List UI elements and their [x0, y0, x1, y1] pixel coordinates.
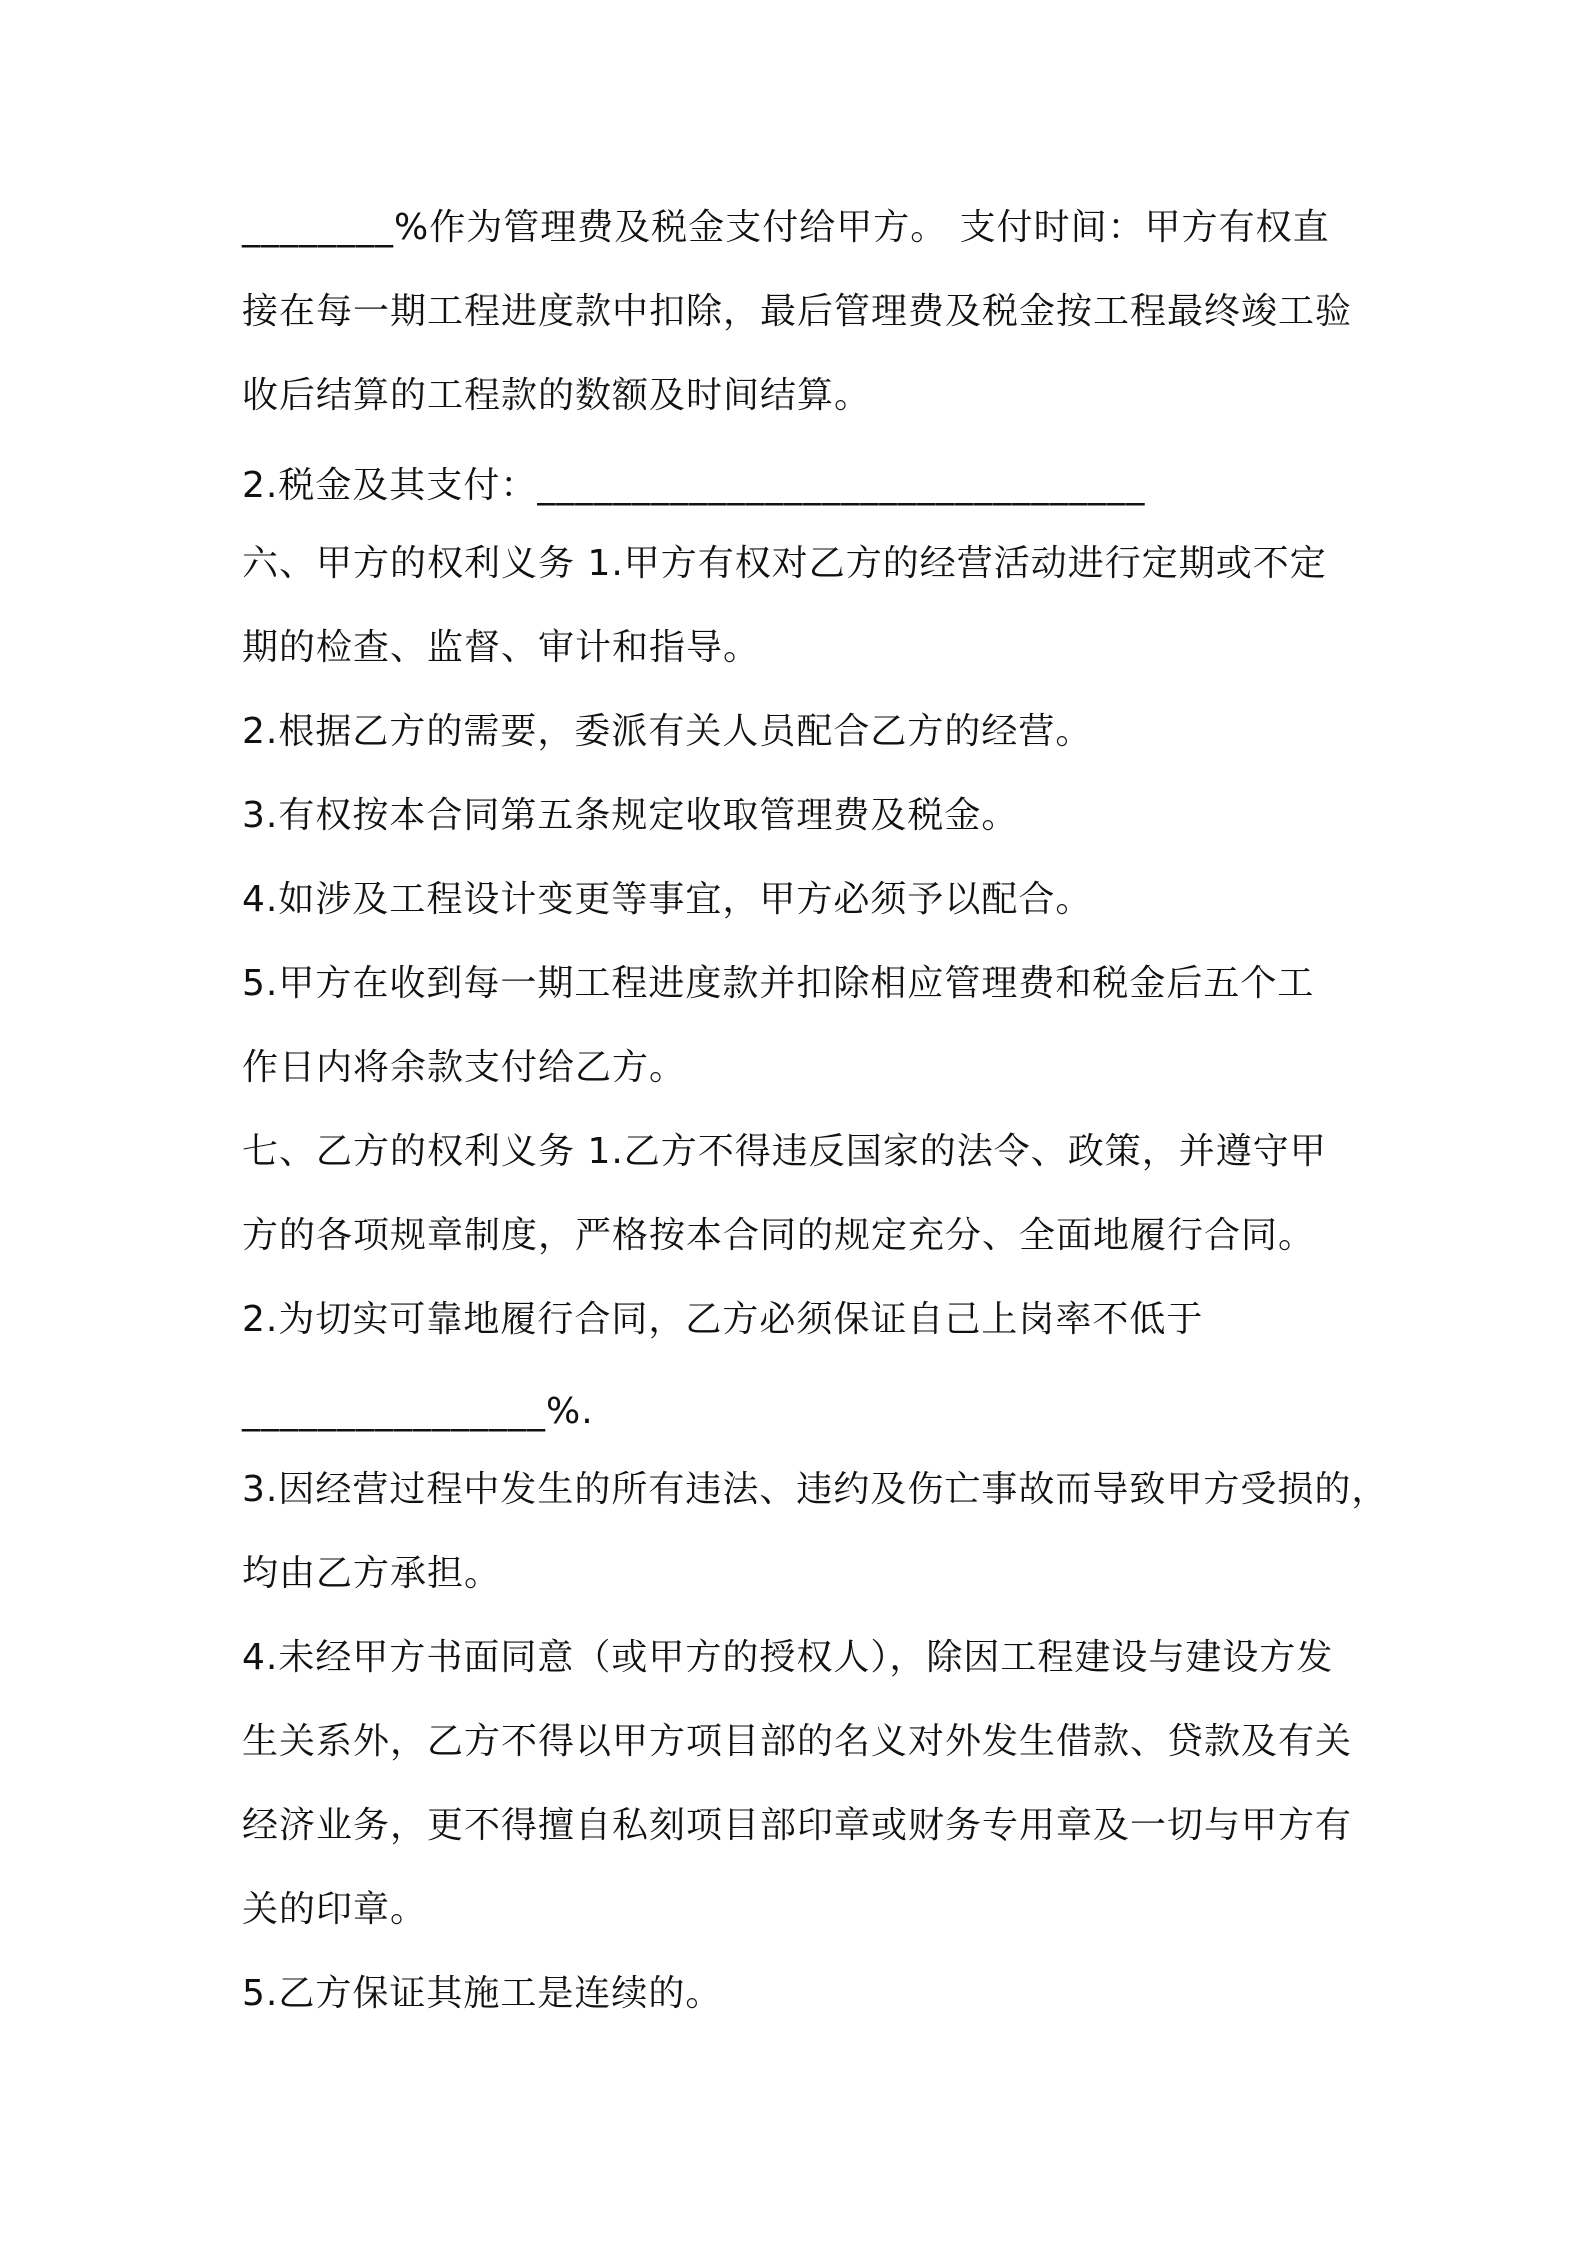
paragraph-line: 收后结算的工程款的数额及时间结算。	[242, 375, 872, 416]
paragraph-line: 4.未经甲方书面同意（或甲方的授权人），除因工程建设与建设方发	[242, 1637, 1334, 1678]
paragraph-line: 期的检查、监督、审计和指导。	[242, 627, 761, 668]
paragraph-line: 2.税金及其支付：________________________________	[242, 465, 1146, 506]
section-heading-line: 六、甲方的权利义务 1.甲方有权对乙方的经营活动进行定期或不定	[242, 543, 1327, 584]
paragraph-line: 接在每一期工程进度款中扣除，最后管理费及税金按工程最终竣工验	[242, 291, 1353, 332]
paragraph-line: 均由乙方承担。	[242, 1553, 502, 1594]
paragraph-line: 4.如涉及工程设计变更等事宜，甲方必须予以配合。	[242, 879, 1093, 920]
paragraph-line: 作日内将余款支付给乙方。	[242, 1047, 687, 1088]
paragraph-line: 3.因经营过程中发生的所有违法、违约及伤亡事故而导致甲方受损的，	[242, 1469, 1389, 1510]
paragraph-line: 5.乙方保证其施工是连续的。	[242, 1973, 723, 2014]
paragraph-line: 2.为切实可靠地履行合同，乙方必须保证自己上岗率不低于	[242, 1299, 1204, 1340]
section-heading-line: 七、乙方的权利义务 1.乙方不得违反国家的法令、政策，并遵守甲	[242, 1131, 1327, 1172]
paragraph-line: 2.根据乙方的需要，委派有关人员配合乙方的经营。	[242, 711, 1093, 752]
paragraph-line: 关的印章。	[242, 1889, 428, 1930]
paragraph-line: ________%作为管理费及税金支付给甲方。 支付时间：甲方有权直	[242, 207, 1330, 248]
paragraph-line: 3.有权按本合同第五条规定收取管理费及税金。	[242, 795, 1019, 836]
paragraph-line: 5.甲方在收到每一期工程进度款并扣除相应管理费和税金后五个工	[242, 963, 1315, 1004]
paragraph-line: 方的各项规章制度，严格按本合同的规定充分、全面地履行合同。	[242, 1215, 1316, 1256]
paragraph-line: 生关系外，乙方不得以甲方项目部的名义对外发生借款、贷款及有关	[242, 1721, 1353, 1762]
paragraph-line: ________________%.	[242, 1391, 594, 1432]
paragraph-line: 经济业务，更不得擅自私刻项目部印章或财务专用章及一切与甲方有	[242, 1805, 1353, 1846]
